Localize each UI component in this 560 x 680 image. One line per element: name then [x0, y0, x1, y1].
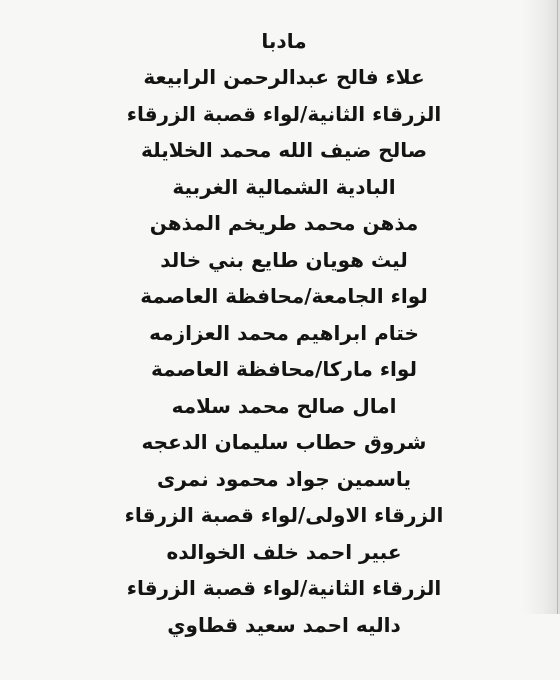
- list-item: الزرقاء الثانية/لواء قصبة الزرقاء: [126, 576, 442, 600]
- list-item: [0, 643, 560, 680]
- list-item: البادية الشمالية الغربية: [172, 174, 396, 199]
- page-edge: [557, 0, 558, 614]
- list-item: الزرقاء الاولى/لواء قصبة الزرقاء: [124, 503, 444, 527]
- list-item: ختام ابراهيم محمد العزازمه: [149, 320, 419, 345]
- list-item: امال صالح محمد سلامه: [171, 393, 397, 418]
- list-item: علاء فالح عبدالرحمن الرابيعة: [143, 65, 425, 89]
- list-item: لواء ماركا/محافظة العاصمة: [151, 357, 417, 381]
- list-item: عبير احمد خلف الخوالده: [166, 539, 402, 564]
- list-item: مادبا: [261, 28, 307, 53]
- list-item: ليث هويان طايع بني خالد: [160, 247, 408, 272]
- list-item: الزرقاء الثانية/لواء قصبة الزرقاء: [126, 101, 442, 126]
- list-item: [0, 0, 560, 23]
- list-item: مذهن محمد طريخم المذهن: [149, 211, 419, 235]
- list-item: داليه احمد سعيد قطاوي: [167, 612, 401, 637]
- list-item: صالح ضيف الله محمد الخلايلة: [140, 138, 428, 162]
- list-item: لواء الجامعة/محافظة العاصمة: [140, 284, 428, 308]
- list-item: ياسمين جواد محمود نمرى: [157, 466, 411, 491]
- list-item: شروق حطاب سليمان الدعجه: [141, 430, 427, 454]
